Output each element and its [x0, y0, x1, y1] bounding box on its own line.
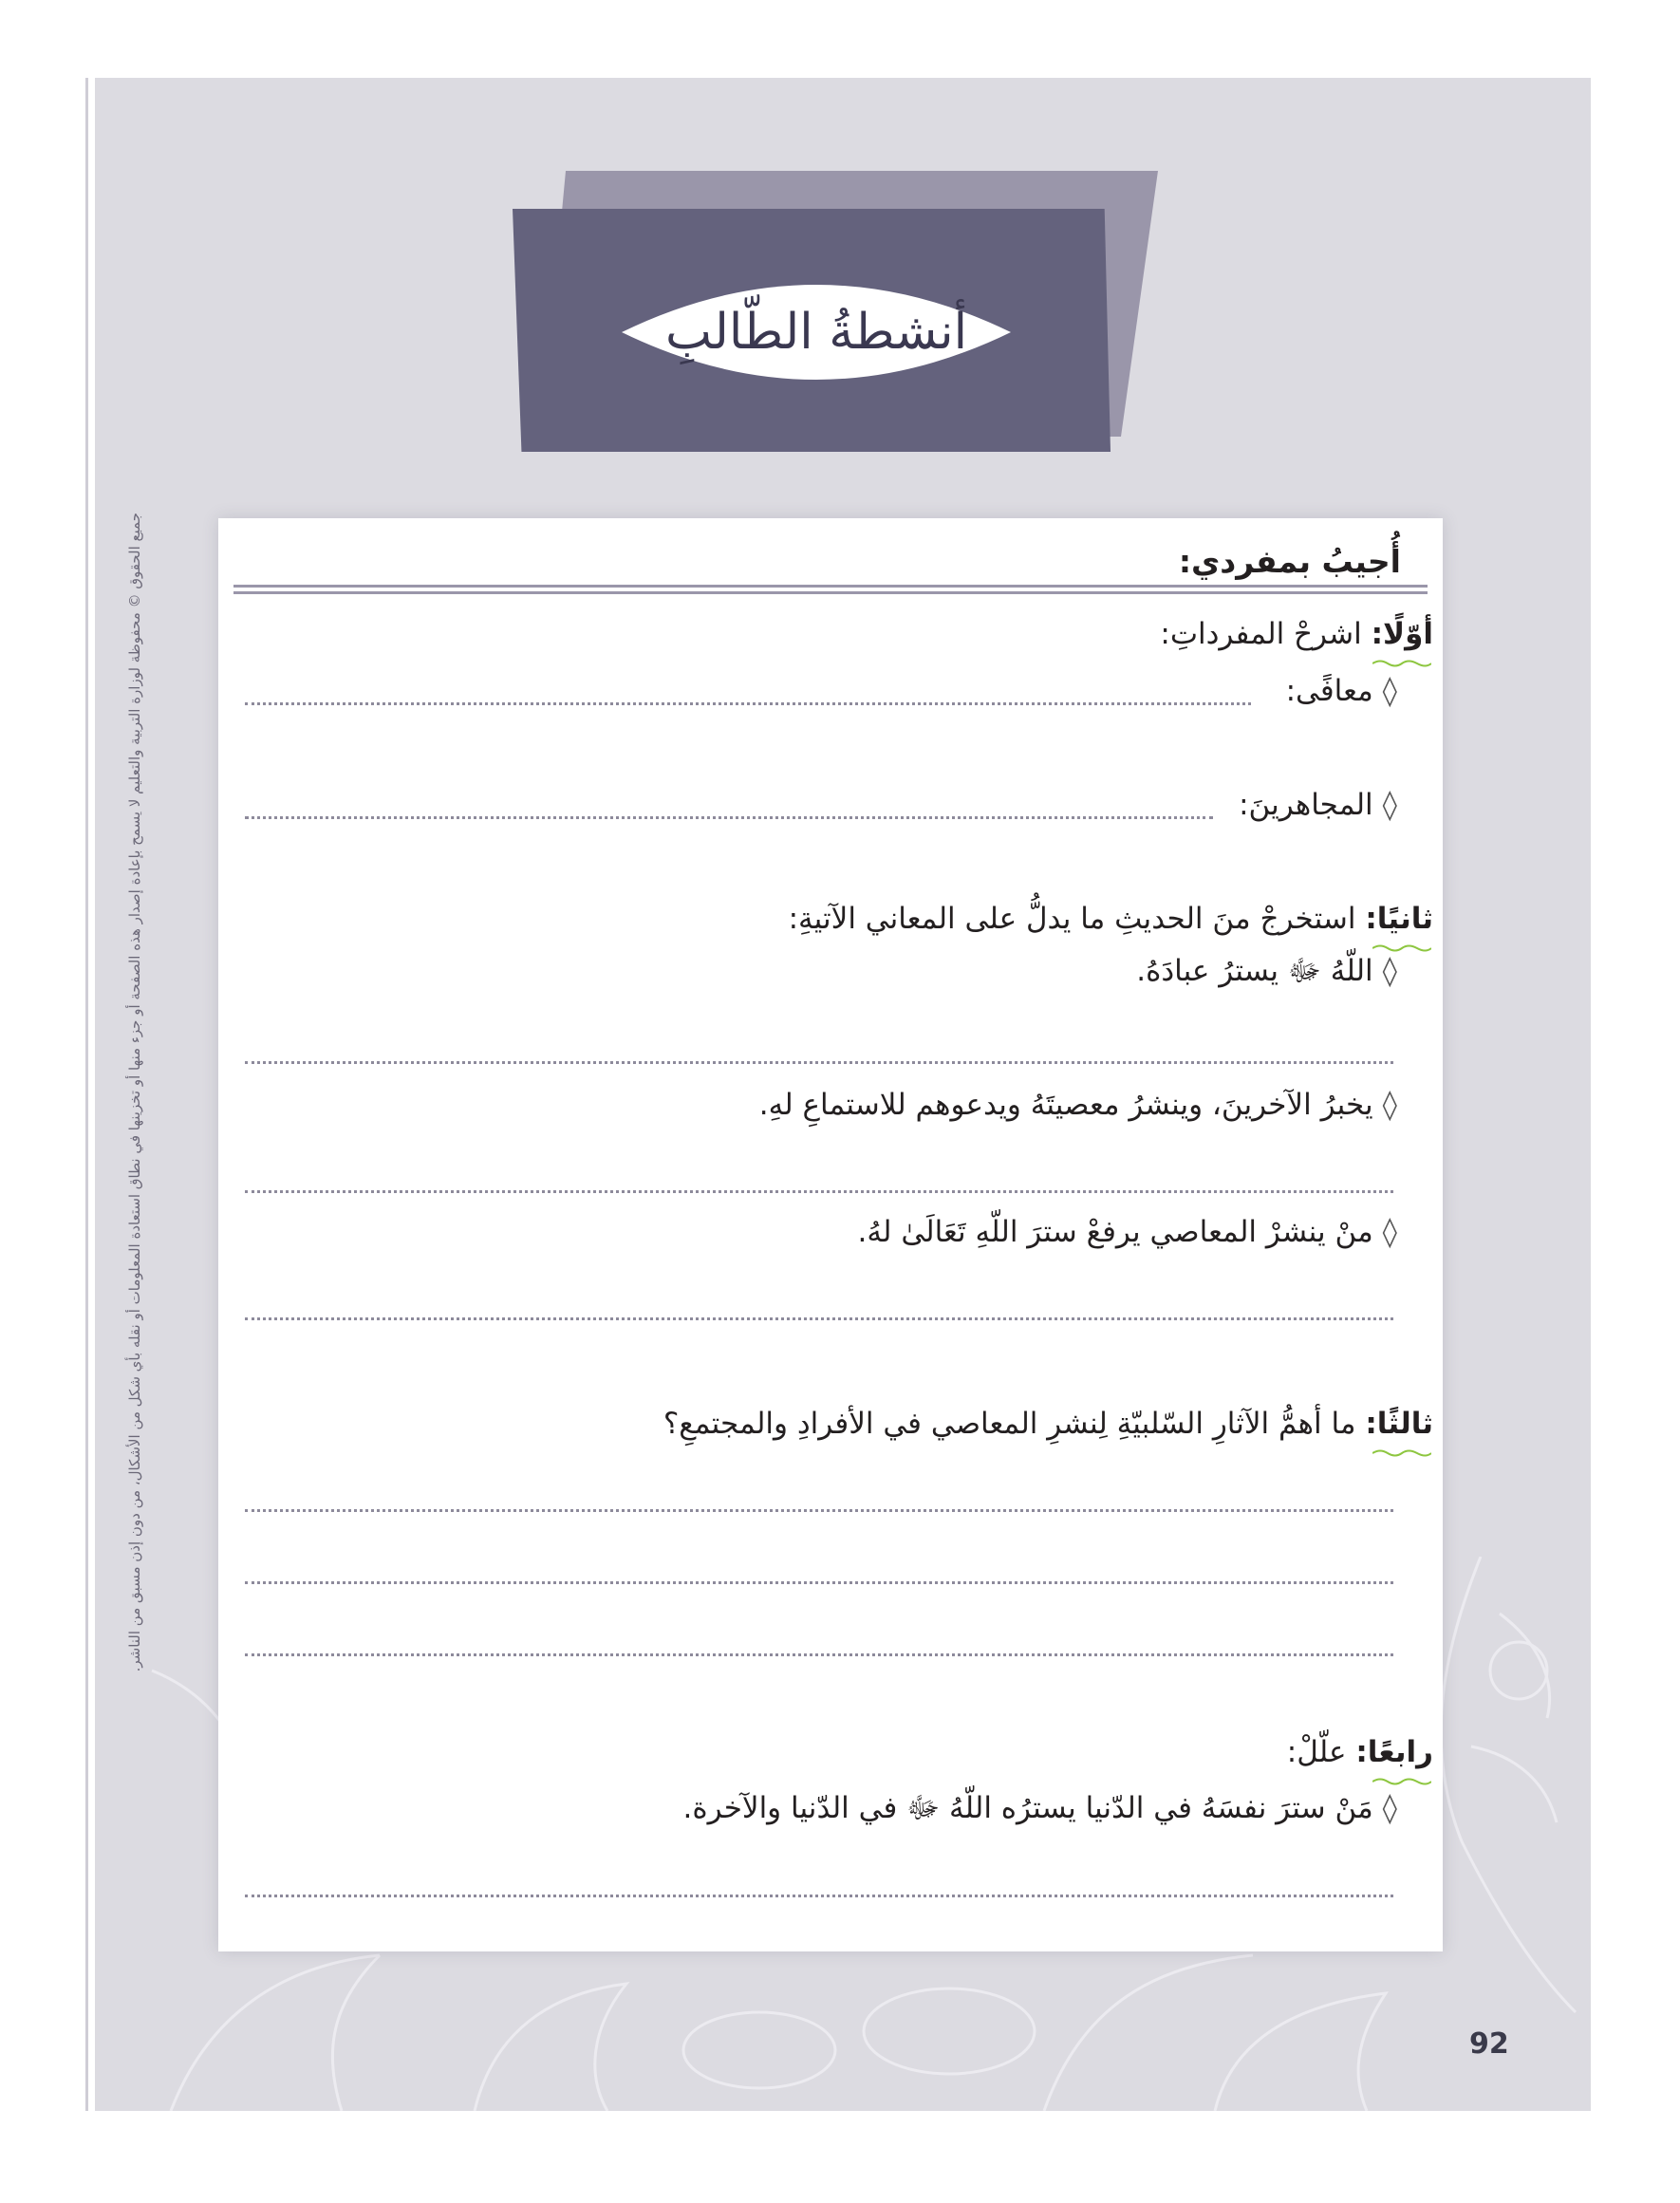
- diamond-bullet-icon: ◊: [1382, 1791, 1397, 1825]
- question-3-label: ثالثًا:: [1365, 1407, 1433, 1441]
- q2-item-2: ◊يخبرُ الآخرينَ، وينشرُ معصيتَهُ ويدعوهم للاستماعِ لهِ.: [758, 1088, 1397, 1122]
- answer-line[interactable]: [245, 1581, 1393, 1584]
- diamond-bullet-icon: ◊: [1382, 788, 1397, 822]
- diamond-bullet-icon: ◊: [1382, 1215, 1397, 1249]
- diamond-bullet-icon: ◊: [1382, 674, 1397, 708]
- question-2: [789, 902, 1433, 936]
- question-3: [663, 1407, 1433, 1441]
- title-rule: [233, 591, 1428, 594]
- answer-line[interactable]: [245, 1895, 1393, 1897]
- answer-line[interactable]: [245, 816, 1213, 819]
- question-1-text: اشرحْ المفرداتِ:: [1160, 617, 1372, 651]
- question-4-text: علّلْ:: [1286, 1735, 1356, 1769]
- activity-card: [218, 518, 1443, 1951]
- question-2-label: ثانيًا:: [1365, 902, 1433, 936]
- wave-underline-icon: [1372, 1448, 1431, 1458]
- page-number: 92: [1469, 2027, 1509, 2061]
- question-4: [1287, 1735, 1433, 1769]
- q2-item-1: ◊اللّهُ ﷻ يسترُ عبادَهُ.: [1136, 954, 1397, 988]
- question-1: [1160, 617, 1433, 651]
- question-3-text: ما أهمُّ الآثارِ السّلبيّةِ لِنشرِ المعاصي في الأفرادِ والمجتمعِ؟: [663, 1407, 1366, 1441]
- q4-item-1: ◊مَنْ سترَ نفسَهُ في الدّنيا يسترُه اللّهُ ﷻ في الدّنيا والآخرة.: [682, 1791, 1397, 1825]
- answer-line[interactable]: [245, 1317, 1393, 1320]
- margin-line: [85, 78, 88, 2111]
- banner-title: أنشطةُ الطّالبِ: [664, 304, 968, 361]
- wave-underline-icon: [1372, 943, 1431, 953]
- copyright-notice: جميع الحقوق © محفوظة لوزارة التربية والتعليم لا يسمح بإعادة إصدار هذه الصفحة أو جزء منها أو تخزينها في نطاق استعادة المعلومات أو نقله بأي شكل من الأشكال، من دون إذن مسبق من الناشر.: [126, 513, 143, 1672]
- q2-item-3: ◊منْ ينشرْ المعاصي يرفعْ سترَ اللّهِ تَعَالَىٰ لهُ.: [857, 1215, 1397, 1249]
- answer-line[interactable]: [245, 702, 1251, 705]
- card-title: أُجيبُ بمفردي:: [1178, 543, 1401, 580]
- question-2-text: استخرجْ منَ الحديثِ ما يدلُّ على المعاني الآتيةِ:: [788, 902, 1366, 936]
- answer-line[interactable]: [245, 1190, 1393, 1193]
- diamond-bullet-icon: ◊: [1382, 954, 1397, 988]
- answer-line[interactable]: [245, 1509, 1393, 1512]
- title-rule: [233, 585, 1428, 588]
- question-1-label: أوّلًا:: [1371, 617, 1433, 651]
- wave-underline-icon: [1372, 659, 1431, 668]
- diamond-bullet-icon: ◊: [1382, 1088, 1397, 1122]
- q1-item-1: ◊معافًى:: [1285, 674, 1397, 708]
- q1-item-2: ◊المجاهرينَ:: [1239, 788, 1397, 822]
- answer-line[interactable]: [245, 1653, 1393, 1656]
- wave-underline-icon: [1372, 1777, 1431, 1786]
- answer-line[interactable]: [245, 1061, 1393, 1064]
- question-4-label: رابعًا:: [1355, 1735, 1433, 1769]
